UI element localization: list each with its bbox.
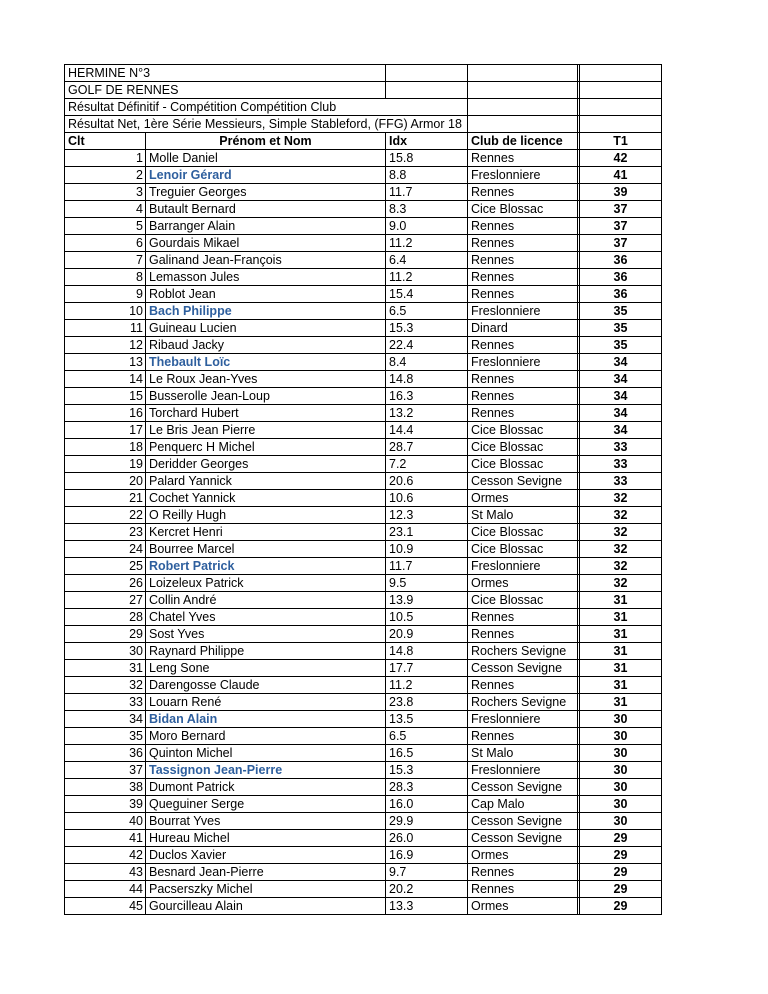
table-row <box>65 813 662 830</box>
rank-cell: 19 <box>65 456 146 473</box>
player-name-cell: Barranger Alain <box>146 218 386 235</box>
score-t1-cell: 29 <box>580 898 662 915</box>
rank-cell: 33 <box>65 694 146 711</box>
score-t1-cell: 32 <box>580 575 662 592</box>
index-cell: 13.9 <box>386 592 468 609</box>
rank-cell: 9 <box>65 286 146 303</box>
club-cell: Dinard <box>468 320 578 337</box>
score-t1-cell: 34 <box>580 422 662 439</box>
club-cell: Cesson Sevigne <box>468 830 578 847</box>
score-t1-cell: 31 <box>580 643 662 660</box>
club-cell: Rennes <box>468 728 578 745</box>
score-t1-cell: 30 <box>580 779 662 796</box>
table-row <box>65 337 662 354</box>
rank-cell: 25 <box>65 558 146 575</box>
player-name-cell: O Reilly Hugh <box>146 507 386 524</box>
score-t1-cell: 33 <box>580 439 662 456</box>
player-name-cell: Collin André <box>146 592 386 609</box>
index-cell: 16.9 <box>386 847 468 864</box>
index-cell: 20.2 <box>386 881 468 898</box>
player-name-cell: Tassignon Jean-Pierre <box>146 762 386 779</box>
table-row <box>65 184 662 201</box>
index-cell: 20.6 <box>386 473 468 490</box>
table-row <box>65 303 662 320</box>
table-row <box>65 218 662 235</box>
score-t1-cell: 30 <box>580 728 662 745</box>
table-row <box>65 354 662 371</box>
column-header-row <box>65 133 662 150</box>
player-name-cell: Busserolle Jean-Loup <box>146 388 386 405</box>
score-t1-cell: 37 <box>580 218 662 235</box>
club-cell: Freslonniere <box>468 558 578 575</box>
player-name-cell: Darengosse Claude <box>146 677 386 694</box>
table-row <box>65 796 662 813</box>
header-line-row <box>65 116 662 133</box>
club-cell: Rochers Sevigne <box>468 694 578 711</box>
score-t1-cell: 34 <box>580 354 662 371</box>
col-clt-header: Clt <box>65 133 146 150</box>
score-t1-cell: 30 <box>580 796 662 813</box>
player-name-cell: Louarn René <box>146 694 386 711</box>
rank-cell: 3 <box>65 184 146 201</box>
score-t1-cell: 29 <box>580 864 662 881</box>
player-name-cell: Bidan Alain <box>146 711 386 728</box>
table-row <box>65 728 662 745</box>
club-cell: Rennes <box>468 405 578 422</box>
score-t1-cell: 30 <box>580 711 662 728</box>
club-cell: Ormes <box>468 490 578 507</box>
player-name-cell: Lemasson Jules <box>146 269 386 286</box>
score-t1-cell: 29 <box>580 830 662 847</box>
rank-cell: 27 <box>65 592 146 609</box>
index-cell: 13.5 <box>386 711 468 728</box>
score-t1-cell: 30 <box>580 762 662 779</box>
table-row <box>65 677 662 694</box>
rank-cell: 7 <box>65 252 146 269</box>
rank-cell: 29 <box>65 626 146 643</box>
score-t1-cell: 36 <box>580 269 662 286</box>
rank-cell: 18 <box>65 439 146 456</box>
table-row <box>65 524 662 541</box>
empty-cell <box>468 82 578 99</box>
rank-cell: 6 <box>65 235 146 252</box>
score-t1-cell: 39 <box>580 184 662 201</box>
index-cell: 15.4 <box>386 286 468 303</box>
club-cell: Rennes <box>468 881 578 898</box>
player-name-cell: Guineau Lucien <box>146 320 386 337</box>
rank-cell: 31 <box>65 660 146 677</box>
header-line-1: HERMINE N°3 <box>65 65 386 82</box>
player-name-cell: Duclos Xavier <box>146 847 386 864</box>
table-row <box>65 881 662 898</box>
rank-cell: 38 <box>65 779 146 796</box>
player-name-cell: Galinand Jean-François <box>146 252 386 269</box>
table-row <box>65 830 662 847</box>
index-cell: 9.5 <box>386 575 468 592</box>
score-t1-cell: 31 <box>580 660 662 677</box>
empty-cell <box>468 99 578 116</box>
header-line-row <box>65 82 662 99</box>
table-row <box>65 167 662 184</box>
empty-cell <box>468 116 578 133</box>
index-cell: 8.3 <box>386 201 468 218</box>
score-t1-cell: 35 <box>580 337 662 354</box>
header-line-4: Résultat Net, 1ère Série Messieurs, Simple Stableford, (FFG) Armor 18 <box>65 116 468 133</box>
score-t1-cell: 31 <box>580 677 662 694</box>
score-t1-cell: 31 <box>580 694 662 711</box>
club-cell: Rennes <box>468 150 578 167</box>
club-cell: Ormes <box>468 898 578 915</box>
empty-cell <box>580 82 662 99</box>
club-cell: Cesson Sevigne <box>468 813 578 830</box>
player-name-cell: Lenoir Gérard <box>146 167 386 184</box>
score-t1-cell: 31 <box>580 626 662 643</box>
player-name-cell: Cochet Yannick <box>146 490 386 507</box>
rank-cell: 8 <box>65 269 146 286</box>
index-cell: 6.5 <box>386 728 468 745</box>
player-name-cell: Queguiner Serge <box>146 796 386 813</box>
rank-cell: 40 <box>65 813 146 830</box>
table-row <box>65 558 662 575</box>
score-t1-cell: 33 <box>580 456 662 473</box>
rank-cell: 34 <box>65 711 146 728</box>
player-name-cell: Besnard Jean-Pierre <box>146 864 386 881</box>
table-row <box>65 422 662 439</box>
table-row <box>65 626 662 643</box>
rank-cell: 36 <box>65 745 146 762</box>
club-cell: St Malo <box>468 745 578 762</box>
club-cell: Rennes <box>468 218 578 235</box>
index-cell: 7.2 <box>386 456 468 473</box>
index-cell: 26.0 <box>386 830 468 847</box>
index-cell: 20.9 <box>386 626 468 643</box>
index-cell: 15.3 <box>386 320 468 337</box>
index-cell: 11.7 <box>386 184 468 201</box>
table-row <box>65 252 662 269</box>
club-cell: Cice Blossac <box>468 524 578 541</box>
rank-cell: 39 <box>65 796 146 813</box>
table-row <box>65 541 662 558</box>
club-cell: Cesson Sevigne <box>468 660 578 677</box>
player-name-cell: Penquerc H Michel <box>146 439 386 456</box>
table-row <box>65 269 662 286</box>
player-name-cell: Pacserszky Michel <box>146 881 386 898</box>
club-cell: Rochers Sevigne <box>468 643 578 660</box>
score-t1-cell: 32 <box>580 507 662 524</box>
club-cell: Rennes <box>468 677 578 694</box>
club-cell: Freslonniere <box>468 303 578 320</box>
index-cell: 6.4 <box>386 252 468 269</box>
club-cell: Cap Malo <box>468 796 578 813</box>
empty-cell <box>386 65 468 82</box>
player-name-cell: Gourdais Mikael <box>146 235 386 252</box>
index-cell: 28.7 <box>386 439 468 456</box>
rank-cell: 23 <box>65 524 146 541</box>
club-cell: Rennes <box>468 184 578 201</box>
club-cell: Rennes <box>468 252 578 269</box>
table-row <box>65 235 662 252</box>
rank-cell: 28 <box>65 609 146 626</box>
table-row <box>65 779 662 796</box>
index-cell: 11.7 <box>386 558 468 575</box>
score-t1-cell: 41 <box>580 167 662 184</box>
table-row <box>65 762 662 779</box>
score-t1-cell: 32 <box>580 490 662 507</box>
index-cell: 12.3 <box>386 507 468 524</box>
score-t1-cell: 31 <box>580 592 662 609</box>
table-row <box>65 660 662 677</box>
club-cell: Ormes <box>468 847 578 864</box>
score-t1-cell: 32 <box>580 524 662 541</box>
index-cell: 10.6 <box>386 490 468 507</box>
table-row <box>65 745 662 762</box>
header-line-2: GOLF DE RENNES <box>65 82 386 99</box>
empty-cell <box>580 116 662 133</box>
table-row <box>65 150 662 167</box>
index-cell: 16.5 <box>386 745 468 762</box>
rank-cell: 1 <box>65 150 146 167</box>
score-t1-cell: 34 <box>580 405 662 422</box>
empty-cell <box>386 82 468 99</box>
index-cell: 15.3 <box>386 762 468 779</box>
table-row <box>65 507 662 524</box>
player-name-cell: Le Roux Jean-Yves <box>146 371 386 388</box>
score-t1-cell: 34 <box>580 388 662 405</box>
score-t1-cell: 36 <box>580 252 662 269</box>
player-name-cell: Torchard Hubert <box>146 405 386 422</box>
rank-cell: 22 <box>65 507 146 524</box>
index-cell: 13.2 <box>386 405 468 422</box>
rank-cell: 43 <box>65 864 146 881</box>
score-t1-cell: 37 <box>580 235 662 252</box>
player-name-cell: Butault Bernard <box>146 201 386 218</box>
index-cell: 8.4 <box>386 354 468 371</box>
club-cell: Cesson Sevigne <box>468 779 578 796</box>
index-cell: 11.2 <box>386 677 468 694</box>
player-name-cell: Gourcilleau Alain <box>146 898 386 915</box>
header-line-row <box>65 99 662 116</box>
rank-cell: 45 <box>65 898 146 915</box>
table-row <box>65 473 662 490</box>
index-cell: 16.3 <box>386 388 468 405</box>
player-name-cell: Deridder Georges <box>146 456 386 473</box>
rank-cell: 16 <box>65 405 146 422</box>
player-name-cell: Palard Yannick <box>146 473 386 490</box>
score-t1-cell: 32 <box>580 558 662 575</box>
index-cell: 14.8 <box>386 643 468 660</box>
index-cell: 9.7 <box>386 864 468 881</box>
index-cell: 23.8 <box>386 694 468 711</box>
club-cell: Cice Blossac <box>468 456 578 473</box>
table-row <box>65 286 662 303</box>
club-cell: Cice Blossac <box>468 592 578 609</box>
club-cell: Rennes <box>468 337 578 354</box>
player-name-cell: Moro Bernard <box>146 728 386 745</box>
table-row <box>65 490 662 507</box>
player-name-cell: Leng Sone <box>146 660 386 677</box>
index-cell: 29.9 <box>386 813 468 830</box>
table-row <box>65 371 662 388</box>
club-cell: Cice Blossac <box>468 439 578 456</box>
score-t1-cell: 34 <box>580 371 662 388</box>
player-name-cell: Le Bris Jean Pierre <box>146 422 386 439</box>
player-name-cell: Roblot Jean <box>146 286 386 303</box>
club-cell: Cice Blossac <box>468 422 578 439</box>
col-club-header: Club de licence <box>468 133 578 150</box>
player-name-cell: Sost Yves <box>146 626 386 643</box>
rank-cell: 41 <box>65 830 146 847</box>
table-row <box>65 439 662 456</box>
player-name-cell: Quinton Michel <box>146 745 386 762</box>
club-cell: St Malo <box>468 507 578 524</box>
index-cell: 15.8 <box>386 150 468 167</box>
index-cell: 16.0 <box>386 796 468 813</box>
score-t1-cell: 37 <box>580 201 662 218</box>
rank-cell: 21 <box>65 490 146 507</box>
rank-cell: 11 <box>65 320 146 337</box>
rank-cell: 24 <box>65 541 146 558</box>
rank-cell: 37 <box>65 762 146 779</box>
score-t1-cell: 31 <box>580 609 662 626</box>
rank-cell: 44 <box>65 881 146 898</box>
rank-cell: 32 <box>65 677 146 694</box>
club-cell: Rennes <box>468 388 578 405</box>
club-cell: Freslonniere <box>468 762 578 779</box>
index-cell: 14.4 <box>386 422 468 439</box>
club-cell: Rennes <box>468 609 578 626</box>
table-row <box>65 643 662 660</box>
player-name-cell: Bourree Marcel <box>146 541 386 558</box>
player-name-cell: Chatel Yves <box>146 609 386 626</box>
score-t1-cell: 35 <box>580 303 662 320</box>
player-name-cell: Loizeleux Patrick <box>146 575 386 592</box>
col-idx-header: Idx <box>386 133 468 150</box>
rank-cell: 17 <box>65 422 146 439</box>
club-cell: Cesson Sevigne <box>468 473 578 490</box>
club-cell: Cice Blossac <box>468 201 578 218</box>
col-t1-header: T1 <box>580 133 662 150</box>
table-row <box>65 456 662 473</box>
club-cell: Ormes <box>468 575 578 592</box>
rank-cell: 5 <box>65 218 146 235</box>
table-row <box>65 694 662 711</box>
score-t1-cell: 42 <box>580 150 662 167</box>
index-cell: 10.5 <box>386 609 468 626</box>
club-cell: Rennes <box>468 626 578 643</box>
player-name-cell: Bourrat Yves <box>146 813 386 830</box>
player-name-cell: Treguier Georges <box>146 184 386 201</box>
rank-cell: 42 <box>65 847 146 864</box>
score-t1-cell: 29 <box>580 847 662 864</box>
club-cell: Rennes <box>468 864 578 881</box>
index-cell: 28.3 <box>386 779 468 796</box>
empty-cell <box>580 99 662 116</box>
club-cell: Freslonniere <box>468 354 578 371</box>
player-name-cell: Hureau Michel <box>146 830 386 847</box>
player-name-cell: Raynard Philippe <box>146 643 386 660</box>
rank-cell: 4 <box>65 201 146 218</box>
rank-cell: 20 <box>65 473 146 490</box>
score-t1-cell: 30 <box>580 745 662 762</box>
score-t1-cell: 36 <box>580 286 662 303</box>
rank-cell: 26 <box>65 575 146 592</box>
index-cell: 10.9 <box>386 541 468 558</box>
table-row <box>65 609 662 626</box>
table-row <box>65 405 662 422</box>
club-cell: Cice Blossac <box>468 541 578 558</box>
index-cell: 8.8 <box>386 167 468 184</box>
rank-cell: 30 <box>65 643 146 660</box>
rank-cell: 15 <box>65 388 146 405</box>
player-name-cell: Dumont Patrick <box>146 779 386 796</box>
index-cell: 9.0 <box>386 218 468 235</box>
rank-cell: 12 <box>65 337 146 354</box>
score-t1-cell: 33 <box>580 473 662 490</box>
index-cell: 6.5 <box>386 303 468 320</box>
header-line-row <box>65 65 662 82</box>
club-cell: Rennes <box>468 371 578 388</box>
player-name-cell: Kercret Henri <box>146 524 386 541</box>
club-cell: Rennes <box>468 235 578 252</box>
empty-cell <box>468 65 578 82</box>
club-cell: Rennes <box>468 269 578 286</box>
index-cell: 14.8 <box>386 371 468 388</box>
index-cell: 13.3 <box>386 898 468 915</box>
rank-cell: 14 <box>65 371 146 388</box>
index-cell: 11.2 <box>386 235 468 252</box>
index-cell: 17.7 <box>386 660 468 677</box>
table-row <box>65 575 662 592</box>
table-row <box>65 847 662 864</box>
player-name-cell: Bach Philippe <box>146 303 386 320</box>
player-name-cell: Thebault Loïc <box>146 354 386 371</box>
table-row <box>65 592 662 609</box>
table-row <box>65 388 662 405</box>
score-t1-cell: 29 <box>580 881 662 898</box>
rank-cell: 2 <box>65 167 146 184</box>
rank-cell: 35 <box>65 728 146 745</box>
table-row <box>65 201 662 218</box>
empty-cell <box>580 65 662 82</box>
player-name-cell: Molle Daniel <box>146 150 386 167</box>
table-row <box>65 898 662 915</box>
club-cell: Freslonniere <box>468 711 578 728</box>
score-t1-cell: 35 <box>580 320 662 337</box>
index-cell: 23.1 <box>386 524 468 541</box>
table-row <box>65 864 662 881</box>
rank-cell: 13 <box>65 354 146 371</box>
club-cell: Rennes <box>468 286 578 303</box>
table-row <box>65 711 662 728</box>
header-line-3: Résultat Définitif - Compétition Compétition Club <box>65 99 468 116</box>
rank-cell: 10 <box>65 303 146 320</box>
col-name-header: Prénom et Nom <box>146 133 386 150</box>
score-t1-cell: 32 <box>580 541 662 558</box>
results-table <box>64 64 662 915</box>
table-row <box>65 320 662 337</box>
score-t1-cell: 30 <box>580 813 662 830</box>
player-name-cell: Ribaud Jacky <box>146 337 386 354</box>
index-cell: 11.2 <box>386 269 468 286</box>
club-cell: Freslonniere <box>468 167 578 184</box>
index-cell: 22.4 <box>386 337 468 354</box>
player-name-cell: Robert Patrick <box>146 558 386 575</box>
